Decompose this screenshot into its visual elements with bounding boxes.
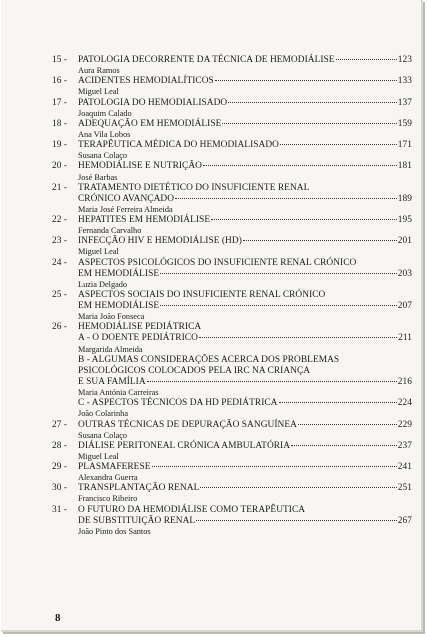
chapter-author: Luzia Delgado (78, 279, 128, 289)
toc-entry (52, 420, 412, 441)
chapter-author: Susana Colaço (78, 151, 128, 161)
toc-entry (52, 183, 412, 215)
chapter-title: PATOLOGIA DECORRENTE DA TÉCNICA DE HEMODIÁLISE (78, 55, 335, 65)
chapter-title: PLASMAFERESE (78, 462, 151, 473)
book-page (1, 0, 423, 632)
dot-leader (199, 336, 397, 338)
chapter-number: 26 - (52, 322, 68, 333)
chapter-title: EM HEMODIÁLISE (78, 268, 160, 279)
toc-line (52, 516, 412, 527)
chapter-author: Aura Ramos (78, 66, 120, 76)
toc-entry (52, 76, 412, 97)
chapter-title: HEMODIÁLISE PEDIÁTRICA (78, 322, 202, 333)
chapter-title: EM HEMODIÁLISE (78, 301, 160, 312)
chapter-number: 15 - (52, 55, 68, 65)
toc-line (52, 505, 412, 516)
chapter-page-number: 251 (397, 483, 412, 494)
dot-leader (280, 143, 397, 145)
chapter-page-number: 237 (397, 440, 412, 451)
chapter-number: 18 - (52, 118, 68, 129)
toc-line (52, 140, 412, 151)
chapter-number: 22 - (52, 215, 68, 226)
toc-entry (52, 258, 412, 290)
chapter-number: 20 - (52, 161, 68, 172)
chapter-title: B - ALGUMAS CONSIDERAÇÕES ACERCA DOS PROBLEMAS (78, 354, 340, 365)
toc-line (52, 483, 412, 494)
chapter-page-number: 137 (397, 97, 412, 108)
chapter-author: Francisco Ribeiro (78, 494, 138, 504)
toc-line (52, 420, 412, 431)
toc-line (52, 398, 412, 409)
toc-line (52, 366, 412, 377)
table-of-contents (52, 55, 412, 537)
chapter-number: 25 - (52, 290, 68, 300)
dot-leader (152, 465, 397, 467)
dot-leader (215, 79, 397, 81)
toc-entry (52, 441, 412, 462)
toc-line (52, 290, 412, 301)
toc-entry (52, 236, 412, 257)
chapter-page-number: 171 (397, 140, 412, 151)
toc-entry (52, 140, 412, 161)
toc-entry (52, 55, 412, 76)
chapter-title: DIÁLISE PERITONEAL CRÓNICA AMBULATÓRIA (78, 440, 291, 451)
dot-leader (200, 486, 396, 488)
chapter-title: ACIDENTES HEMODIALÍTICOS (78, 76, 214, 87)
chapter-author: Miguel Leal (78, 247, 119, 257)
toc-line (52, 462, 412, 473)
toc-line (52, 301, 412, 312)
toc-line (52, 98, 412, 109)
chapter-title: INFECÇÃO HIV E HEMODIÁLISE (HD) (78, 236, 242, 247)
chapter-page-number: 216 (397, 376, 412, 387)
toc-line (52, 215, 412, 226)
chapter-title: TRATAMENTO DIETÉTICO DO INSUFICIENTE RENAL (78, 182, 310, 193)
toc-line (52, 183, 412, 194)
dot-leader (222, 122, 396, 124)
chapter-author: Margarida Almeida (78, 344, 143, 354)
chapter-author: Ana Vila Lobos (78, 129, 131, 139)
chapter-title: TERAPÊUTICA MÉDICA DO HEMODIALISADO (78, 140, 279, 151)
dot-leader (147, 380, 397, 382)
chapter-number: 21 - (52, 182, 68, 193)
toc-line (52, 161, 412, 172)
chapter-author: Fernanda Carvalho (78, 226, 142, 236)
chapter-page-number: 211 (398, 333, 412, 344)
toc-line (52, 236, 412, 247)
chapter-title: TRANSPLANTAÇÃO RENAL (78, 483, 200, 494)
chapter-title: OUTRAS TÉCNICAS DE DEPURAÇÃO SANGUÍNEA (78, 419, 297, 430)
dot-leader (211, 218, 397, 220)
toc-entry (52, 119, 412, 140)
toc-line (52, 333, 412, 344)
chapter-page-number: 229 (397, 419, 412, 430)
chapter-page-number: 123 (397, 55, 412, 65)
dot-leader (336, 58, 397, 60)
toc-line (52, 377, 412, 388)
chapter-number: 23 - (52, 236, 68, 247)
chapter-page-number: 181 (397, 161, 412, 172)
chapter-page-number: 159 (397, 118, 412, 129)
dot-leader (196, 519, 397, 521)
chapter-number: 29 - (52, 462, 68, 473)
chapter-page-number: 267 (397, 515, 412, 526)
chapter-author: Susana Colaço (78, 430, 128, 440)
dot-leader (160, 304, 397, 306)
chapter-page-number: 133 (397, 76, 412, 87)
toc-entry (52, 322, 412, 354)
chapter-author: Miguel Leal (78, 451, 119, 461)
chapter-title: PSICOLÓGICOS COLOCADOS PELA IRC NA CRIANÇA (78, 365, 311, 376)
chapter-title: O FUTURO DA HEMODIÁLISE COMO TERAPÊUTICA (78, 504, 306, 515)
dot-leader (228, 101, 397, 103)
toc-line (52, 322, 412, 333)
chapter-page-number: 203 (397, 268, 412, 279)
dot-leader (160, 272, 397, 274)
chapter-title: ASPECTOS PSICOLÓGICOS DO INSUFICIENTE RENAL CRÓNICO (78, 257, 357, 268)
toc-entry (52, 505, 412, 537)
chapter-author: Joaquim Calado (78, 108, 132, 118)
chapter-title: PATOLOGIA DO HEMODIALISADO (78, 97, 228, 108)
toc-entry (52, 355, 412, 398)
dot-leader (291, 444, 397, 446)
chapter-author: Miguel Leal (78, 87, 119, 97)
toc-line (52, 441, 412, 452)
toc-entry (52, 161, 412, 182)
chapter-number: 27 - (52, 419, 68, 430)
chapter-author: João Pinto dos Santos (78, 526, 151, 536)
toc-line (52, 355, 412, 366)
chapter-author: Maria José Ferreira Almeida (78, 204, 173, 214)
chapter-number: 31 - (52, 504, 68, 515)
chapter-page-number: 189 (397, 193, 412, 204)
chapter-number: 24 - (52, 257, 68, 268)
chapter-title: ASPECTOS SOCIAIS DO INSUFICIENTE RENAL CRÓNICO (78, 290, 326, 300)
dot-leader (175, 197, 397, 199)
chapter-title: HEPATITES EM HEMODIÁLISE (78, 215, 211, 226)
toc-line (52, 258, 412, 269)
chapter-number: 17 - (52, 97, 68, 108)
chapter-title: E SUA FAMÍLIA (78, 376, 146, 387)
chapter-title: ADEQUAÇÃO EM HEMODIÁLISE (78, 118, 222, 129)
chapter-page-number: 201 (397, 236, 412, 247)
chapter-page-number: 207 (397, 301, 412, 312)
chapter-author: José Barbas (78, 172, 118, 182)
toc-entry (52, 290, 412, 322)
toc-line (52, 194, 412, 205)
chapter-title: C - ASPECTOS TÉCNICOS DA HD PEDIÁTRICA (78, 398, 278, 409)
toc-line (52, 55, 412, 66)
toc-entry (52, 98, 412, 119)
dot-leader (298, 423, 397, 425)
chapter-page-number: 224 (397, 398, 412, 409)
chapter-author: João Colarinha (78, 409, 129, 419)
chapter-author: Alexandra Guerra (78, 473, 138, 483)
dot-leader (243, 239, 397, 241)
toc-line (52, 76, 412, 87)
toc-line (52, 269, 412, 280)
toc-line (52, 119, 412, 130)
dot-leader (203, 164, 397, 166)
chapter-author: Maria Antónia Carreiras (78, 388, 159, 398)
page-number: 8 (55, 612, 61, 624)
chapter-number: 19 - (52, 140, 68, 151)
chapter-number: 30 - (52, 483, 68, 494)
toc-entry (52, 462, 412, 483)
chapter-page-number: 195 (397, 215, 412, 226)
toc-entry (52, 483, 412, 504)
chapter-number: 16 - (52, 76, 68, 87)
chapter-title: CRÓNICO AVANÇADO (78, 193, 175, 204)
chapter-page-number: 241 (397, 462, 412, 473)
chapter-title: A - O DOENTE PEDIÁTRICO (78, 333, 198, 344)
chapter-number: 28 - (52, 440, 68, 451)
chapter-author: Maria João Fonseca (78, 312, 145, 322)
dot-leader (279, 401, 397, 403)
toc-entry (52, 215, 412, 236)
toc-entry (52, 398, 412, 419)
chapter-title: HEMODIÁLISE E NUTRIÇÃO (78, 161, 203, 172)
chapter-title: DE SUBSTITUIÇÃO RENAL (78, 515, 196, 526)
